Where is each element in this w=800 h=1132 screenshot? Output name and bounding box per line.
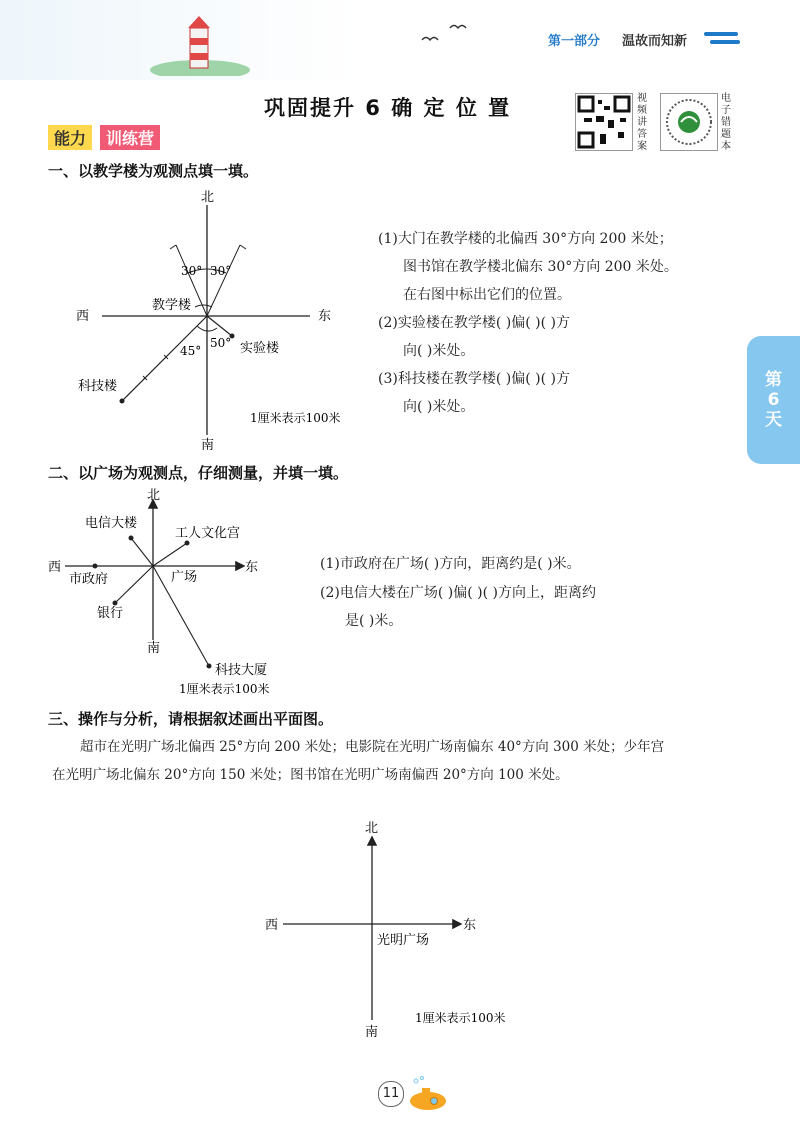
s2-q2-line1: (2)电信大楼在广场( )偏( )( )方向上，距离约 [320,585,596,601]
s2-scale-label: 1厘米表示100米 [179,682,270,696]
section1-compass-diagram [60,185,380,450]
s1-q2-line2: 向( )米处。 [403,343,475,359]
s1-angle-3: 50° [210,336,232,350]
s3-para-line1: 超市在光明广场北偏西 25°方向 200 米处；电影院在光明广场南偏东 40°方向 300 米处；少年宫 [80,739,665,755]
s2-south-label: 南 [147,641,161,656]
s1-north-label: 北 [201,190,215,205]
qr-code-video[interactable] [575,93,633,151]
s1-q3-line1: (3)科技楼在教学楼( )偏( )( )方 [378,371,570,387]
section3-compass-diagram [255,810,545,1045]
s3-center-label: 光明广场 [377,933,430,948]
s2-palace-label: 工人文化宫 [175,526,241,541]
section2-compass-diagram [45,485,305,700]
s1-lab-label: 实验楼 [240,341,280,356]
s2-q2-line2: 是( )米。 [345,613,403,629]
qr-label-video: 视频讲答案 [637,93,647,152]
s3-north-label: 北 [365,821,379,836]
s2-west-label: 西 [48,560,62,575]
s2-q1: (1)市政府在广场( )方向，距离约是( )米。 [320,556,581,572]
lighthouse-illustration [150,8,250,76]
s1-q2-line1: (2)实验楼在教学楼( )偏( )( )方 [378,315,570,331]
part-label: 第一部分 [548,34,601,49]
day-tab-label: 第6天 [765,370,782,430]
page-number: 11 [378,1081,404,1107]
s2-north-label: 北 [147,488,161,503]
s3-east-label: 东 [463,918,477,933]
day-tab [747,336,800,464]
s1-scale-label: 1厘米表示100米 [250,411,341,425]
s1-q1-line2: 图书馆在教学楼北偏东 30°方向 200 米处。 [403,259,678,275]
s1-q1-line3: 在右图中标出它们的位置。 [403,287,571,303]
section2-heading: 二、以广场为观测点，仔细测量，并填一填。 [48,464,349,482]
birds-icon [420,22,470,44]
qr-label-errorbook: 电子错题本 [721,93,731,152]
s3-scale-label: 1厘米表示100米 [415,1011,506,1025]
s2-east-label: 东 [245,560,259,575]
s2-govt-label: 市政府 [69,572,109,587]
s1-q1-line1: (1)大门在教学楼的北偏西 30°方向 200 米处； [378,231,673,247]
badge-ability: 能力 [48,125,92,150]
s3-para-line2: 在光明广场北偏东 20°方向 150 米处；图书馆在光明广场南偏西 20°方向 100 米处。 [52,767,569,783]
s2-tower-label: 科技大厦 [215,663,268,678]
badge-training: 训练营 [100,125,160,150]
s2-center-label: 广场 [171,570,198,585]
s2-telecom-label: 电信大楼 [85,516,138,531]
s1-angle-4: 45° [180,344,202,358]
header-ornament-icon [702,26,742,48]
s1-east-label: 东 [318,309,332,324]
part-title: 温故而知新 [622,34,688,49]
s1-angle-2: 30° [210,264,232,278]
s1-west-label: 西 [76,309,90,324]
section1-heading: 一、以教学楼为观测点填一填。 [48,162,259,180]
s1-angle-1: 30° [181,264,203,278]
s1-south-label: 南 [201,438,215,450]
s1-center-label: 教学楼 [152,298,192,313]
s3-south-label: 南 [365,1025,379,1040]
qr-code-errorbook[interactable] [660,93,718,151]
s2-bank-label: 银行 [97,606,124,621]
s1-tech-label: 科技楼 [78,379,118,394]
s3-west-label: 西 [265,918,279,933]
page-title: 巩固提升 6 确 定 位 置 [264,96,512,120]
submarine-icon [404,1075,450,1115]
s1-q3-line2: 向( )米处。 [403,399,475,415]
section3-heading: 三、操作与分析，请根据叙述画出平面图。 [48,710,334,728]
